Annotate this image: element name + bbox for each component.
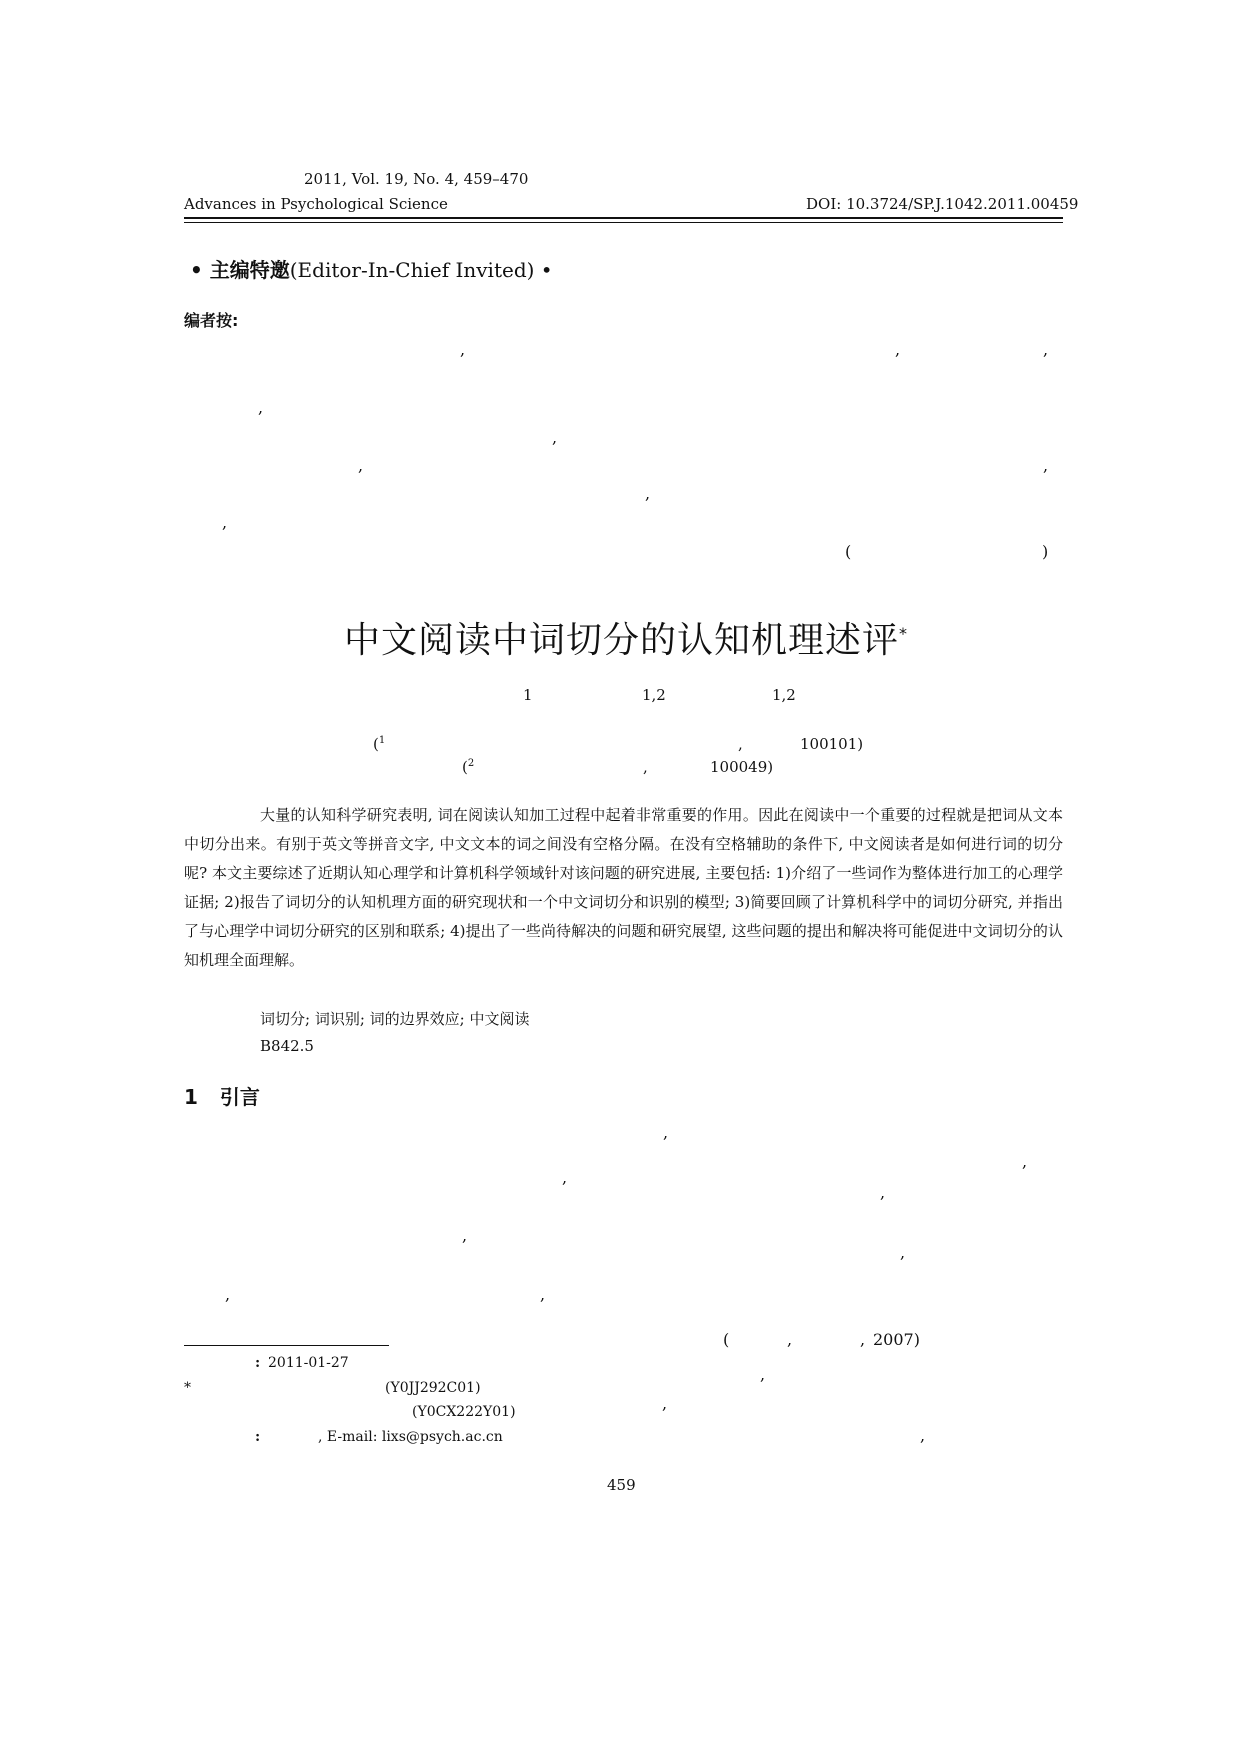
citation-year: 2007) [873, 1330, 920, 1349]
body-comma: , [1022, 1152, 1028, 1171]
body-comma: , [663, 1123, 669, 1142]
paper-title-text: 中文阅读中词切分的认知机理述评 [344, 620, 900, 661]
body-comma: , [760, 1365, 766, 1384]
page-number: 459 [607, 1476, 636, 1494]
section-tag-suffix: • [534, 258, 553, 282]
citation-comma: , [860, 1330, 866, 1349]
abstract [184, 801, 1063, 975]
note-comma: , [645, 484, 651, 503]
body-comma: , [662, 1394, 668, 1413]
body-comma: , [900, 1243, 906, 1262]
section-tag-english: (Editor-In-Chief Invited) [289, 258, 535, 282]
editor-note-label: 编者按: [184, 311, 239, 330]
abstract-text: 大量的认知科学研究表明, 词在阅读认知加工过程中起着非常重要的作用。因此在阅读中一个重要的过程就是把词从文本中切分出来。有别于英文等拼音文字, 中文文本的词之间没有空格分隔。在没有空格辅助的条件下, 中文阅读者是如何进行词的切分呢? 本文主要综述了近期认知心理学和计算机科学领域针对该问题的研究进展, 主要包括: 1)介绍了一些词作为整体进行加工的心理学证据; 2)报告了词切分的认知机理方面的研究现状和一个中文词切分和识别的模型; 3)简要回顾了计算机科学中的词切分研究, 并指出了与心理学中词切分研究的区别和联系; 4)提出了一些尚待解决的问题和研究展望, 这些问题的提出和解决将可能促进中文词切分的认知机理全面理解。 [184, 806, 1063, 969]
body-comma: , [225, 1285, 231, 1304]
funding-star: * [184, 1380, 191, 1396]
note-comma: , [222, 513, 228, 532]
affiliation-1-postcode: 100101) [800, 735, 864, 753]
citation-comma: , [787, 1330, 793, 1349]
affiliation-2-mark: ($^2$ [462, 758, 475, 776]
author-mark-3: 1,2 [772, 686, 796, 704]
note-comma: , [895, 340, 901, 359]
paper-title [344, 612, 908, 663]
affiliation-2-comma: , [643, 758, 648, 776]
classification-code: B842.5 [260, 1037, 314, 1055]
title-footnote-mark: * [899, 624, 909, 643]
section-heading [184, 1081, 260, 1110]
body-comma: , [562, 1168, 568, 1187]
received-date: 2011-01-27 [268, 1355, 349, 1371]
affiliation-1-mark: ($^1$ [373, 735, 386, 753]
note-open-paren: ( [845, 542, 852, 561]
author-mark-2: 1,2 [642, 686, 666, 704]
received-colon: : [255, 1355, 261, 1371]
affiliation-1-comma: , [738, 735, 743, 753]
note-comma: , [552, 428, 558, 447]
body-comma: , [540, 1285, 546, 1304]
section-tag-prefix: • 主编特邀 [190, 258, 290, 282]
header-rule-thin [184, 222, 1063, 223]
grant-1: (Y0JJ292C01) [385, 1380, 481, 1396]
note-comma: , [258, 398, 264, 417]
section-number: 1 [184, 1085, 198, 1109]
keywords: 词切分; 词识别; 词的边界效应; 中文阅读 [260, 1010, 530, 1028]
body-comma: , [880, 1183, 886, 1202]
section-title: 引言 [219, 1085, 260, 1109]
contact-colon: : [255, 1429, 261, 1445]
affiliation-2-postcode: 100049) [710, 758, 774, 776]
author-mark-1: 1 [523, 686, 533, 704]
section-tag [190, 254, 553, 283]
citation-open-paren: ( [723, 1330, 730, 1349]
contact-email: , E-mail: lixs@psych.ac.cn [318, 1429, 503, 1445]
header-rule-thick [184, 217, 1063, 219]
header-journal: Advances in Psychological Science [184, 195, 448, 213]
note-comma: , [1043, 456, 1049, 475]
note-close-paren: ) [1042, 542, 1049, 561]
note-comma: , [1043, 340, 1049, 359]
body-comma: , [462, 1226, 468, 1245]
header-doi: DOI: 10.3724/SP.J.1042.2011.00459 [806, 195, 1079, 213]
note-comma: , [460, 340, 466, 359]
note-comma: , [358, 456, 364, 475]
footnote-rule [184, 1345, 389, 1346]
grant-2: (Y0CX222Y01) [412, 1404, 516, 1420]
header-citation: 2011, Vol. 19, No. 4, 459–470 [304, 170, 529, 188]
body-comma: , [920, 1426, 926, 1445]
